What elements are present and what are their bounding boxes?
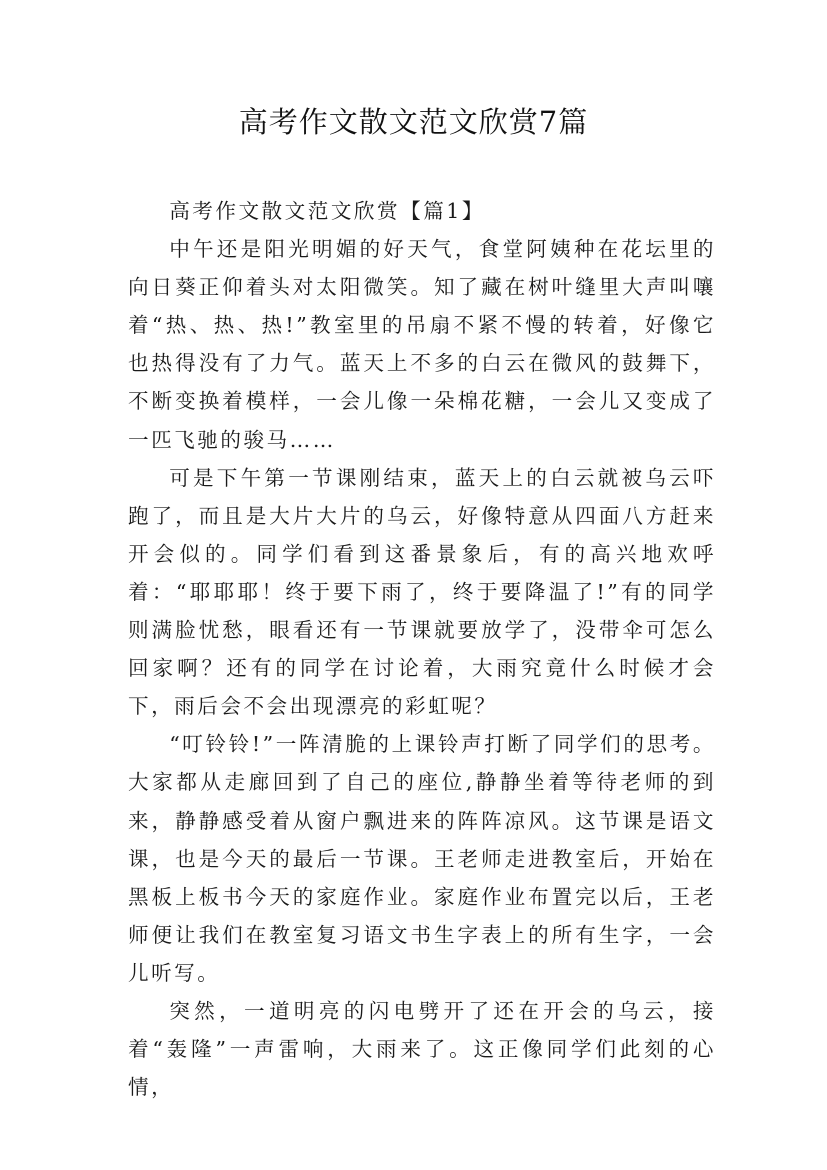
paragraph-4: 突然，一道明亮的闪电劈开了还在开会的乌云，接着“轰隆”一声雷响，大雨来了。这正像同学们此刻的心情，: [128, 998, 716, 1100]
paragraph-3: “叮铃铃!”一阵清脆的上课铃声打断了同学们的思考。大家都从走廊回到了自己的座位,静静坐着等待老师的到来，静静感受着从窗户飘进来的阵阵凉风。这节课是语文课，也是今天的最后一节课。王老师走进教室后，开始在黑板上板书今天的家庭作业。家庭作业布置完以后，王老师便让我们在教室复习语文书生字表上的所有生字，一会儿听写。: [128, 732, 716, 985]
paragraph-1: 中午还是阳光明媚的好天气，食堂阿姨种在花坛里的向日葵正仰着头对太阳微笑。知了藏在树叶缝里大声叫嚷着“热、热、热!”教室里的吊扇不紧不慢的转着，好像它也热得没有了力气。蓝天上不多的白云在微风的鼓舞下，不断变换着模样，一会儿像一朵棉花糖，一会儿又变成了一匹飞驰的骏马……: [128, 237, 716, 452]
section-heading: 高考作文散文范文欣赏【篇1】: [169, 199, 486, 223]
document-title: 高考作文散文范文欣赏7篇: [238, 105, 589, 139]
document-body: [128, 192, 716, 1106]
paragraph-2: 可是下午第一节课刚结束，蓝天上的白云就被乌云吓跑了，而且是大片大片的乌云，好像特意从四面八方赶来开会似的。同学们看到这番景象后，有的高兴地欢呼着：“耶耶耶！终于要下雨了，终于要降温了!”有的同学则满脸忧愁，眼看还有一节课就要放学了，没带伞可怎么回家啊？还有的同学在讨论着，大雨究竟什么时候才会下，雨后会不会出现漂亮的彩虹呢？: [128, 465, 716, 719]
